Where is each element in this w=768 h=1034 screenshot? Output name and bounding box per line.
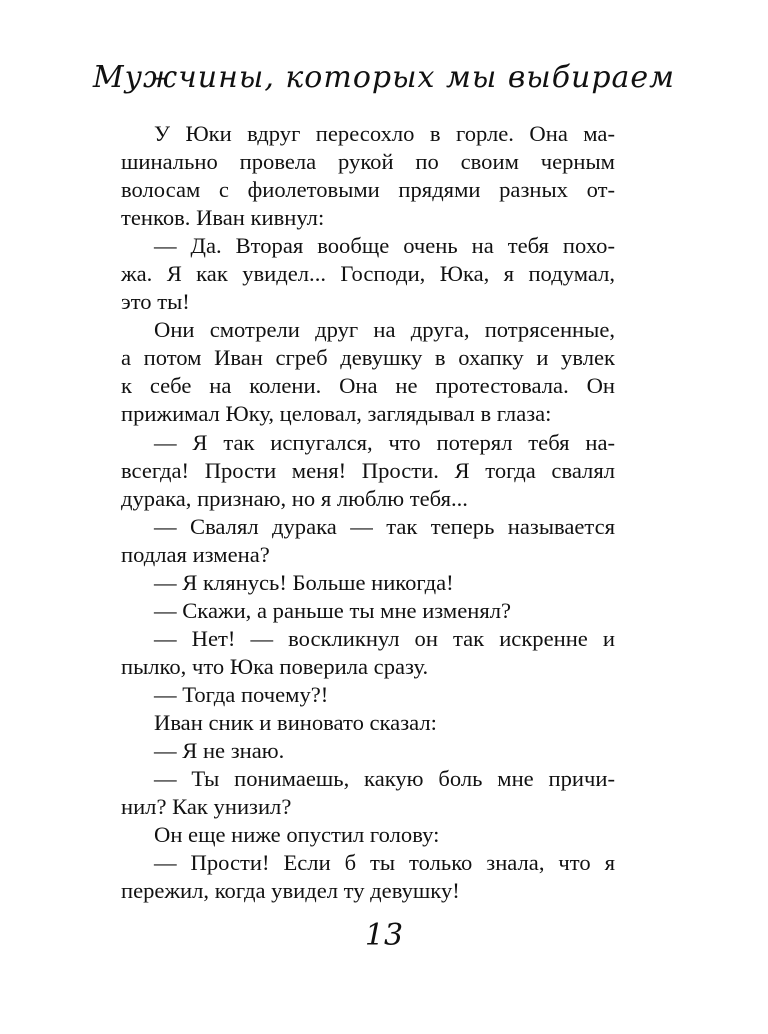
text-line: — Я клянусь! Больше никогда! xyxy=(154,569,454,595)
text-line: прижимал Юку, целовал, заглядывал в глаза: xyxy=(121,401,552,427)
text-line: — Свалял дурака — так теперь называется xyxy=(154,513,615,539)
running-head: Мужчины, которых мы выбираем xyxy=(92,60,676,95)
text-line: — Я не знаю. xyxy=(154,738,285,764)
text-line: волосам с фиолетовыми прядями разных от- xyxy=(121,177,615,203)
text-line: это ты! xyxy=(121,289,190,315)
text-line: Иван сник и виновато сказал: xyxy=(154,709,437,735)
text-line: тенков. Иван кивнул: xyxy=(121,205,325,231)
text-line: нил? Как унизил? xyxy=(121,794,292,820)
text-line: — Прости! Если б ты только знала, что я xyxy=(154,850,615,876)
text-line: — Нет! — воскликнул он так искренне и xyxy=(154,625,615,651)
text-line: всегда! Прости меня! Прости. Я тогда свалял xyxy=(121,457,615,483)
text-line: — Ты понимаешь, какую боль мне причи- xyxy=(154,766,615,792)
text-line: шинально провела рукой по своим черным xyxy=(121,149,615,175)
text-line: а потом Иван сгреб девушку в охапку и увлек xyxy=(121,345,615,371)
text-line: дурака, признаю, но я люблю тебя... xyxy=(121,485,468,511)
text-line: Они смотрели друг на друга, потрясенные, xyxy=(154,317,615,343)
text-line: — Тогда почему?! xyxy=(154,681,329,707)
text-line: пылко, что Юка поверила сразу. xyxy=(121,653,429,679)
text-line: Он еще ниже опустил голову: xyxy=(154,822,440,848)
page-number: 13 xyxy=(364,918,404,953)
text-line: — Да. Вторая вообще очень на тебя похо- xyxy=(154,233,615,259)
text-line: — Скажи, а раньше ты мне изменял? xyxy=(154,597,512,623)
text-line: — Я так испугался, что потерял тебя на- xyxy=(154,429,615,455)
text-line: У Юки вдруг пересохло в горле. Она ма- xyxy=(154,121,615,146)
body-text xyxy=(121,120,615,905)
text-line: пережил, когда увидел ту девушку! xyxy=(121,878,460,904)
text-line: к себе на колени. Она не протестовала. Он xyxy=(121,373,615,399)
text-line: жа. Я как увидел... Господи, Юка, я подумал, xyxy=(121,261,615,287)
text-line: подлая измена? xyxy=(121,541,270,567)
